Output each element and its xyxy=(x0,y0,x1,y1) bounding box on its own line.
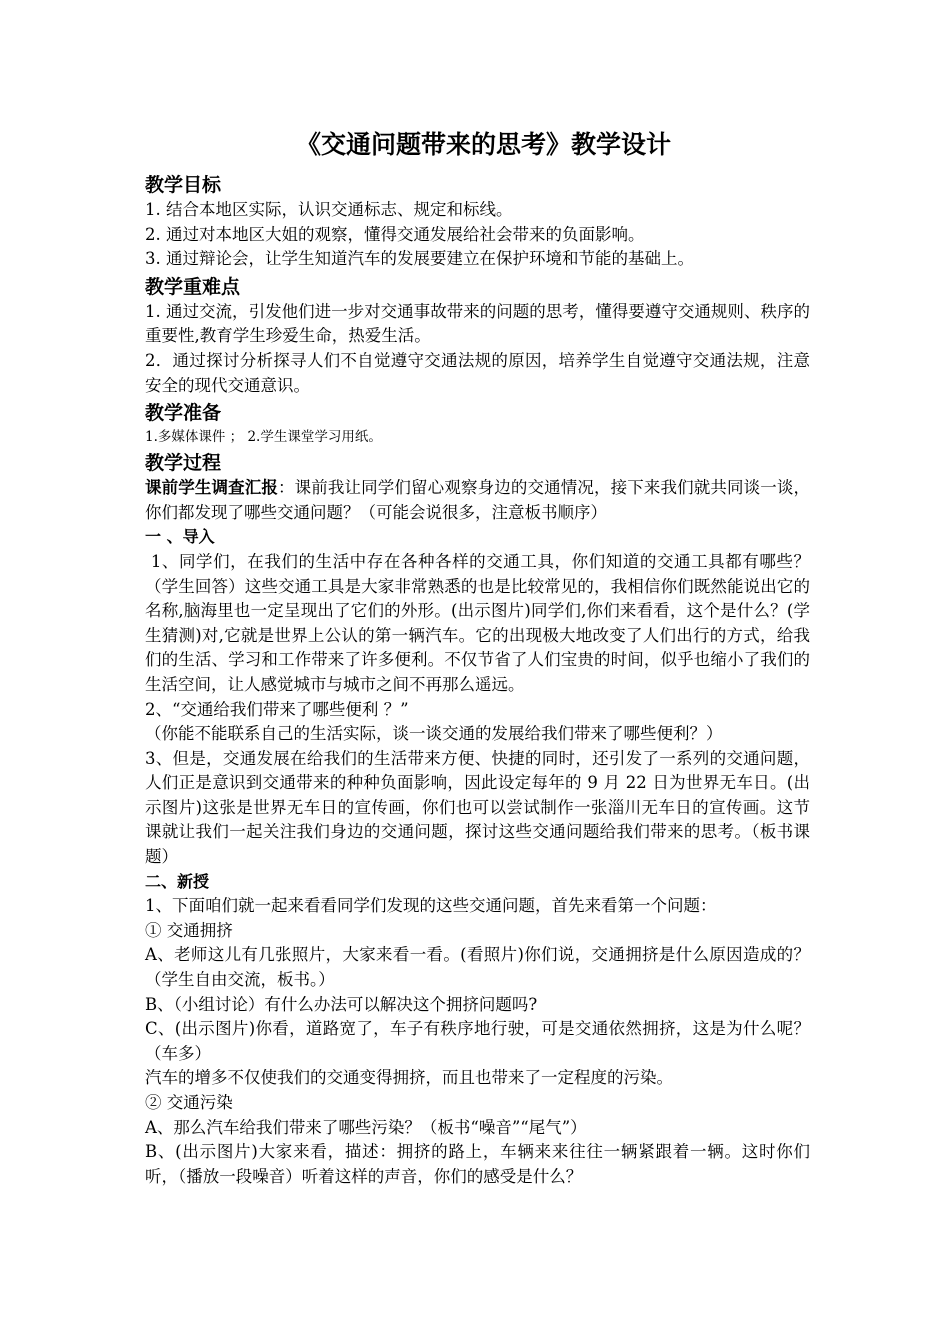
key-point-item: 2．通过探讨分析探寻人们不自觉遵守交通法规的原因，培养学生自觉遵守交通法规，注意安全的现代交通意识。 xyxy=(145,350,810,395)
key-points-heading: 教学重难点 xyxy=(145,275,241,298)
process-heading: 教学过程 xyxy=(145,452,222,475)
paragraph: A、老师这儿有几张照片，大家来看一看。(看照片)你们说，交通拥挤是什么原因造成的？（学生自由交流，板书。） xyxy=(145,945,810,990)
paragraph: 汽车的增多不仅使我们的交通变得拥挤，而且也带来了一定程度的污染。 xyxy=(145,1068,673,1088)
paragraph: B、(出示图片)大家来看，描述：拥挤的路上，车辆来来往往一辆紧跟着一辆。这时你们听，（播放一段噪音）听着这样的声音，你们的感受是什么？ xyxy=(145,1142,810,1186)
key-point-item: 1. 通过交流，引发他们进一步对交通事故带来的问题的思考，懂得要遵守交通规则、秩序的重要性,教育学生珍爱生命，热爱生活。 xyxy=(145,301,810,346)
paragraph: ② 交通污染 xyxy=(145,1093,233,1112)
goals-heading: 教学目标 xyxy=(145,174,222,196)
paragraph: C、(出示图片)你看，道路宽了，车子有秩序地行驶，可是交通依然拥挤，这是为什么呢？（车多） xyxy=(145,1019,810,1063)
survey-label: 课前学生调查汇报 xyxy=(145,478,279,498)
section-new-lesson-heading: 二、新授 xyxy=(145,871,210,891)
paragraph: ① 交通拥挤 xyxy=(145,920,233,940)
paragraph: 2、“交通给我们带来了哪些便利 ？” xyxy=(145,699,409,719)
survey-text: ：课前我让同学们留心观察身边的交通情况，接下来我们就共同谈一谈，你们都发现了哪些交通问题？（可能会说很多，注意板书顺序） xyxy=(145,478,811,522)
preparation-text: 1.多媒体课件 ； 2.学生课堂学习用纸。 xyxy=(145,429,382,446)
goal-item: 1. 结合本地区实际，认识交通标志、规定和标线。 xyxy=(145,200,513,219)
preparation-heading: 教学准备 xyxy=(145,402,222,425)
paragraph: 1、同学们，在我们的生活中存在各种各样的交通工具，你们知道的交通工具都有哪些？（学生回答）这些交通工具是大家非常熟悉的也是比较常见的，我相信你们既然能说出它的名称,脑海里也一定呈现出了它们的外形。(出示图片)同学们,你们来看看，这个是什么？(学生猜测)对,它就是世界上公认的第一辆汽车。它的出现极大地改变了人们出行的方式，给我们的生活、学习和工作带来了许多便利。不仅节省了人们宝贵的时间，似乎也缩小了我们的生活空间，让人感觉城市与城市之间不再那么遥远。 xyxy=(145,551,811,694)
survey-paragraph xyxy=(145,476,810,525)
page-title: 《交通问题带来的思考》教学设计 xyxy=(295,130,671,159)
goal-item: 2. 通过对本地区大姐的观察，懂得交通发展给社会带来的负面影响。 xyxy=(145,224,645,244)
section-intro-heading: 一 、导入 xyxy=(145,527,215,547)
document-page xyxy=(145,128,810,1189)
paragraph: B、（小组讨论）有什么办法可以解决这个拥挤问题吗? xyxy=(145,994,538,1014)
paragraph: 3、但是，交通发展在给我们的生活带来方便、快捷的同时，还引发了一系列的交通问题，人们正是意识到交通带来的种种负面影响，因此设定每年的 9 月 22 日为世界无车日。(出示图片)这张是世界无车日的宣传画，你们也可以尝试制作一张淄川无车日的宣传画。这节课就让我们一起关注我们身边的交通问题，探讨这些交通问题给我们带来的思考。（板书课题） xyxy=(145,748,810,867)
paragraph: A、那么汽车给我们带来了哪些污染？（板书“噪音”“尾气”） xyxy=(145,1117,587,1137)
paragraph: 1、下面咱们就一起来看看同学们发现的这些交通问题，首先来看第一个问题： xyxy=(145,896,717,916)
goal-item: 3. 通过辩论会，让学生知道汽车的发展要建立在保护环境和节能的基础上。 xyxy=(145,249,694,269)
paragraph: （你能不能联系自己的生活实际，谈一谈交通的发展给我们带来了哪些便利？） xyxy=(145,724,723,744)
